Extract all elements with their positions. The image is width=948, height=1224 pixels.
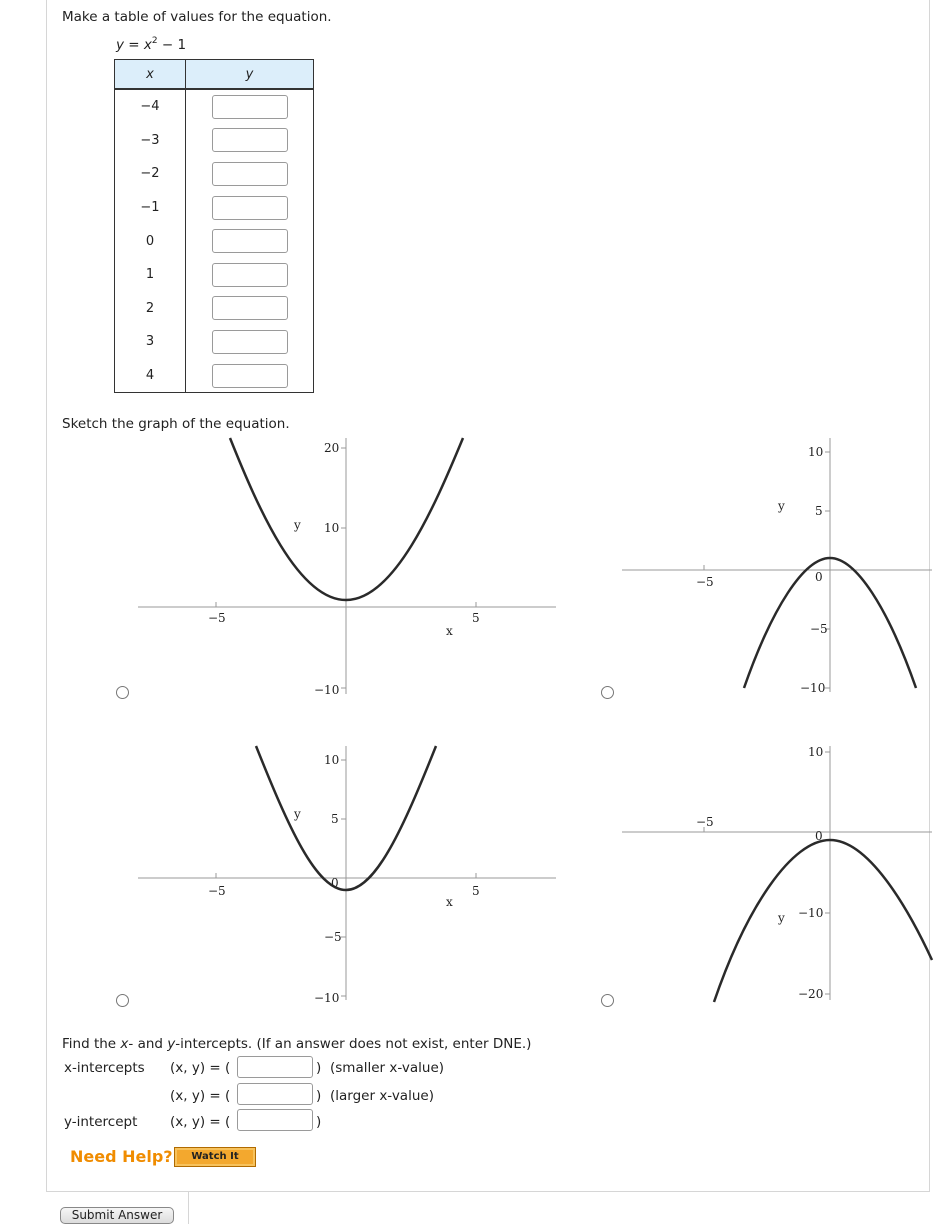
smaller-note: (smaller x-value) — [330, 1060, 445, 1076]
tick-label: 0 — [815, 829, 823, 843]
y-intercept-label: y-intercept — [64, 1114, 138, 1130]
submit-answer-button[interactable]: Submit Answer — [60, 1207, 174, 1224]
tick-label: 0 — [815, 570, 823, 584]
x-intercept-smaller-input[interactable] — [237, 1056, 313, 1078]
larger-note: (larger x-value) — [330, 1088, 434, 1104]
y-input[interactable] — [212, 330, 288, 354]
tick-label: −5 — [696, 815, 714, 829]
table-row — [115, 89, 314, 124]
tick-label: 10 — [808, 445, 824, 459]
tick-label: −10 — [314, 683, 340, 697]
tick-label: −5 — [208, 611, 226, 625]
x-value: −4 — [115, 89, 186, 124]
radio-graph-c[interactable] — [116, 994, 129, 1007]
y-input[interactable] — [212, 229, 288, 253]
axis-label-y: y — [778, 911, 785, 925]
y-intercept-input[interactable] — [237, 1109, 313, 1131]
x-value: −2 — [115, 157, 186, 191]
radio-graph-a[interactable] — [116, 686, 129, 699]
y-input[interactable] — [212, 364, 288, 388]
tick-label: −5 — [324, 930, 342, 944]
need-help-label: Need Help? — [70, 1147, 173, 1166]
axis-label-x: x — [446, 624, 453, 638]
y-input[interactable] — [212, 296, 288, 320]
tick-label: −10 — [798, 906, 824, 920]
x-value: 1 — [115, 258, 186, 292]
tick-label: 10 — [324, 521, 340, 535]
watch-it-button[interactable]: Watch It — [174, 1147, 256, 1167]
col-header-x: x — [115, 60, 186, 90]
x-value: −3 — [115, 124, 186, 158]
tick-label: 5 — [331, 812, 339, 826]
table-row — [115, 157, 314, 191]
radio-graph-b[interactable] — [601, 686, 614, 699]
pair-prefix: (x, y) = ( — [170, 1088, 231, 1104]
tick-label: 0 — [331, 876, 339, 890]
intercepts-prompt: Find the x- and y-intercepts. (If an answer does not exist, enter DNE.) — [62, 1036, 532, 1052]
pair-close: ) — [316, 1060, 322, 1076]
y-input[interactable] — [212, 95, 288, 119]
col-header-y: y — [186, 60, 314, 90]
axis-label-y: y — [778, 499, 785, 513]
x-intercept-larger-input[interactable] — [237, 1083, 313, 1105]
graph-option-b — [622, 438, 932, 696]
tick-label: −5 — [208, 884, 226, 898]
graph-option-a — [138, 438, 556, 696]
parabola-curve — [714, 840, 932, 1002]
tick-label: 10 — [324, 753, 340, 767]
table-row — [115, 359, 314, 393]
x-intercepts-label: x-intercepts — [64, 1060, 145, 1076]
tick-label: 10 — [808, 745, 824, 759]
table-row — [115, 258, 314, 292]
tick-label: −10 — [314, 991, 340, 1005]
tick-label: 5 — [815, 504, 823, 518]
tick-label: 20 — [324, 441, 340, 455]
tick-label: −5 — [810, 622, 828, 636]
tick-label: 5 — [472, 884, 480, 898]
table-row — [115, 124, 314, 158]
pair-close: ) — [316, 1114, 322, 1130]
pair-prefix: (x, y) = ( — [170, 1114, 231, 1130]
x-value: 4 — [115, 359, 186, 393]
axis-label-y: y — [294, 807, 301, 821]
radio-graph-d[interactable] — [601, 994, 614, 1007]
tick-label: −10 — [800, 681, 826, 695]
table-row — [115, 325, 314, 359]
divider — [188, 1192, 189, 1224]
x-value: 0 — [115, 224, 186, 258]
x-value: 2 — [115, 292, 186, 326]
y-input[interactable] — [212, 128, 288, 152]
y-input[interactable] — [212, 196, 288, 220]
tick-label: −5 — [696, 575, 714, 589]
axis-label-x: x — [446, 895, 453, 909]
table-instruction: Make a table of values for the equation. — [62, 9, 332, 25]
equation: $y = x^2 - 1$ — [116, 36, 187, 53]
y-input[interactable] — [212, 263, 288, 287]
table-row — [115, 292, 314, 326]
y-input[interactable] — [212, 162, 288, 186]
tick-label: 5 — [472, 611, 480, 625]
x-value: 3 — [115, 325, 186, 359]
values-table — [114, 59, 314, 393]
graph-option-c — [138, 746, 556, 1004]
x-value: −1 — [115, 191, 186, 225]
pair-close: ) — [316, 1088, 322, 1104]
sketch-instruction: Sketch the graph of the equation. — [62, 416, 290, 432]
table-row — [115, 191, 314, 225]
axis-ticks — [704, 752, 830, 994]
table-row — [115, 224, 314, 258]
pair-prefix: (x, y) = ( — [170, 1060, 231, 1076]
axis-label-y: y — [294, 518, 301, 532]
tick-label: −20 — [798, 987, 824, 1001]
graph-option-d — [622, 746, 932, 1004]
